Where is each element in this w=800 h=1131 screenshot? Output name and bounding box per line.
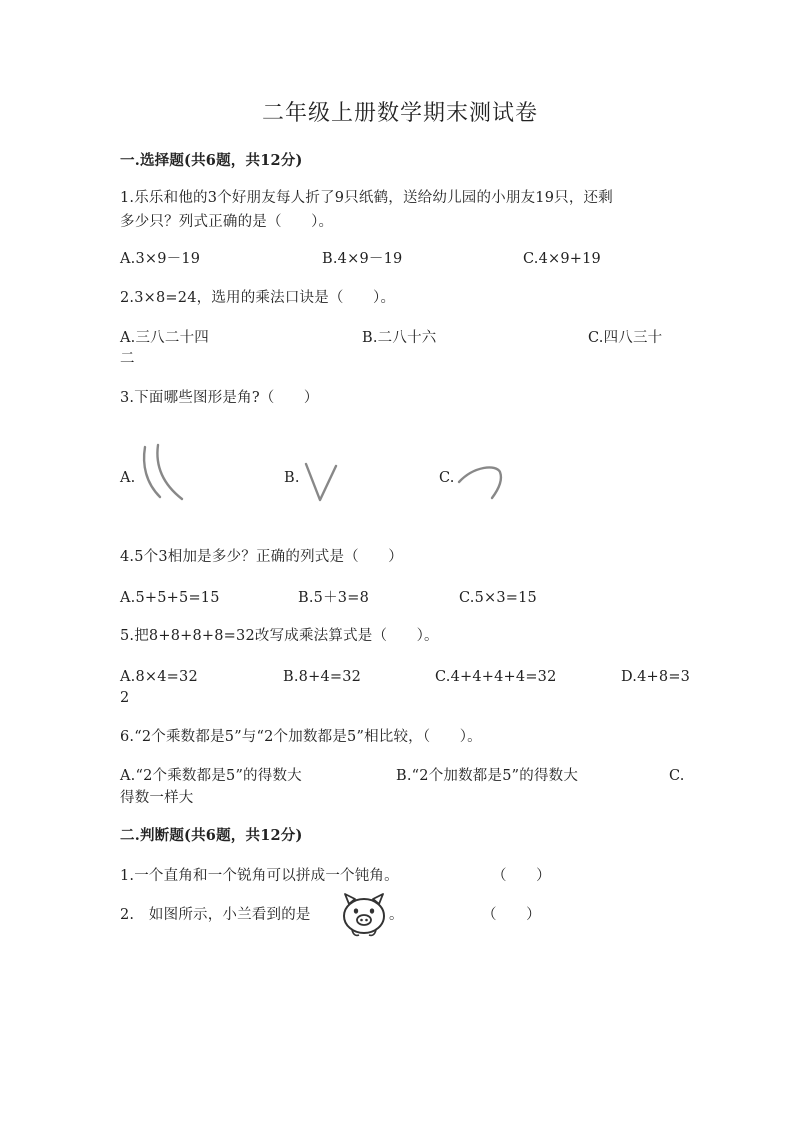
judgement-2-text: 2. 如图所示，小兰看到的是: [120, 907, 311, 923]
question-6-option-a: A.“2个乘数都是5”的得数大: [120, 768, 302, 784]
judgement-2-suffix: 。: [389, 907, 404, 923]
question-4-option-b: B.5＋3=8: [298, 590, 369, 606]
question-1-line-1: 1.乐乐和他的3个好朋友每人折了9只纸鹤，送给幼儿园的小朋友19只，还剩: [120, 190, 613, 206]
question-4-option-a: A.5+5+5=15: [120, 590, 220, 606]
section-heading-choice: 一.选择题(共6题，共12分): [120, 152, 303, 169]
question-6-text: 6.“2个乘数都是5”与“2个加数都是5”相比较，（ ）。: [120, 729, 482, 745]
question-5-option-c: C.4+4+4+4=32: [435, 669, 557, 685]
question-1-option-a: A.3×9－19: [120, 251, 201, 267]
question-2-option-a: A.三八二十四: [120, 330, 209, 346]
question-6-option-c-wrap: 得数一样大: [120, 790, 194, 806]
question-4-option-c: C.5×3=15: [459, 590, 537, 606]
question-3-text: 3.下面哪些图形是角?（ ）: [120, 390, 319, 406]
angle-v-figure: [302, 460, 342, 506]
judgement-2-blank: （ ）: [482, 907, 541, 923]
question-6-option-b: B.“2个加数都是5”的得数大: [396, 768, 579, 784]
question-5-option-d-wrap: 2: [120, 690, 130, 706]
question-6-option-c: C.: [669, 768, 685, 784]
section-heading-judgement: 二.判断题(共6题，共12分): [120, 827, 303, 844]
question-1-option-c: C.4×9+19: [523, 251, 601, 267]
question-4-text: 4.5个3相加是多少？正确的列式是（ ）: [120, 549, 403, 565]
judgement-1-text: 1.一个直角和一个锐角可以拼成一个钝角。: [120, 868, 399, 884]
question-1-option-b: B.4×9－19: [322, 251, 403, 267]
question-5-option-d: D.4+8=3: [621, 669, 691, 685]
question-2-option-b: B.二八十六: [362, 330, 437, 346]
question-5-option-a: A.8×4=32: [120, 669, 198, 685]
question-2-option-c-wrap: 二: [120, 351, 135, 367]
question-3-option-a: A.: [120, 470, 136, 486]
question-1-line-2: 多少只？列式正确的是（ ）。: [120, 214, 334, 230]
judgement-1-blank: （ ）: [492, 868, 551, 884]
question-2-option-c: C.四八三十: [588, 330, 663, 346]
question-3-option-b: B.: [284, 470, 300, 486]
page-title: 二年级上册数学期末测试卷: [261, 101, 538, 126]
question-3-option-c: C.: [439, 470, 455, 486]
question-5-option-b: B.8+4=32: [283, 669, 362, 685]
hook-curve-figure: [456, 462, 508, 504]
question-5-text: 5.把8+8+8+8=32改写成乘法算式是（ ）。: [120, 628, 439, 644]
question-2-text: 2.3×8=24，选用的乘法口诀是（ ）。: [120, 290, 396, 306]
curved-lines-figure: [140, 443, 188, 505]
pig-face-icon: [339, 892, 389, 940]
